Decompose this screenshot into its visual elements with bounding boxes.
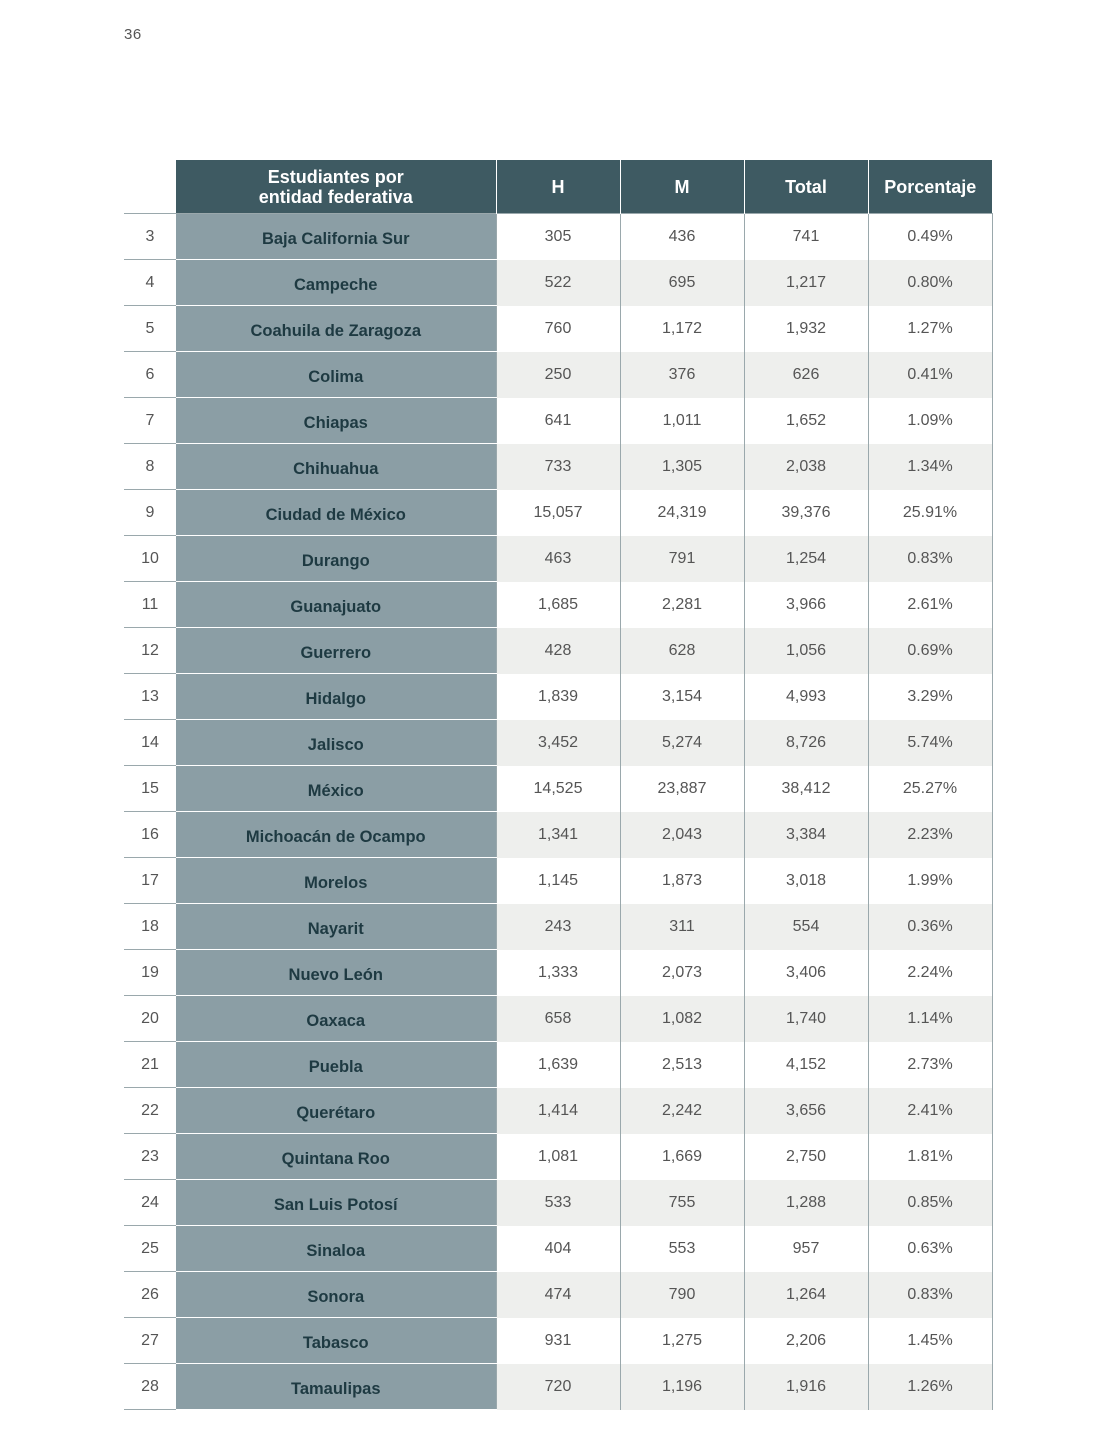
row-m-value: 1,011 xyxy=(620,398,744,444)
row-m-value: 628 xyxy=(620,628,744,674)
row-index: 10 xyxy=(124,536,176,582)
row-percent-value: 0.85% xyxy=(868,1180,992,1226)
row-total-value: 8,726 xyxy=(744,720,868,766)
h-column-header: H xyxy=(496,160,620,214)
table-row xyxy=(124,1088,992,1134)
row-percent-value: 25.91% xyxy=(868,490,992,536)
table-row xyxy=(124,1318,992,1364)
table-row xyxy=(124,1134,992,1180)
row-entity-name: Oaxaca xyxy=(176,996,496,1042)
row-h-value: 1,341 xyxy=(496,812,620,858)
row-h-value: 1,685 xyxy=(496,582,620,628)
row-total-value: 1,916 xyxy=(744,1364,868,1410)
row-h-value: 658 xyxy=(496,996,620,1042)
row-entity-name: Nuevo León xyxy=(176,950,496,996)
table-row xyxy=(124,1042,992,1088)
row-h-value: 474 xyxy=(496,1272,620,1318)
row-h-value: 14,525 xyxy=(496,766,620,812)
row-entity-name: Colima xyxy=(176,352,496,398)
row-m-value: 1,172 xyxy=(620,306,744,352)
row-total-value: 741 xyxy=(744,214,868,260)
students-by-state-table xyxy=(124,160,993,1410)
row-total-value: 1,288 xyxy=(744,1180,868,1226)
row-m-value: 1,082 xyxy=(620,996,744,1042)
row-percent-value: 1.27% xyxy=(868,306,992,352)
row-percent-value: 0.83% xyxy=(868,536,992,582)
row-entity-name: Tabasco xyxy=(176,1318,496,1364)
row-index: 14 xyxy=(124,720,176,766)
row-percent-value: 0.83% xyxy=(868,1272,992,1318)
row-entity-name: Sinaloa xyxy=(176,1226,496,1272)
table-row xyxy=(124,1226,992,1272)
row-h-value: 404 xyxy=(496,1226,620,1272)
row-total-value: 554 xyxy=(744,904,868,950)
row-h-value: 641 xyxy=(496,398,620,444)
row-index: 25 xyxy=(124,1226,176,1272)
row-h-value: 250 xyxy=(496,352,620,398)
row-entity-name: Tamaulipas xyxy=(176,1364,496,1410)
table-row xyxy=(124,812,992,858)
row-percent-value: 5.74% xyxy=(868,720,992,766)
table-row xyxy=(124,720,992,766)
entity-column-header xyxy=(176,160,496,214)
row-total-value: 3,966 xyxy=(744,582,868,628)
row-index: 12 xyxy=(124,628,176,674)
row-entity-name: Puebla xyxy=(176,1042,496,1088)
row-percent-value: 1.26% xyxy=(868,1364,992,1410)
row-percent-value: 2.23% xyxy=(868,812,992,858)
row-entity-name: Durango xyxy=(176,536,496,582)
row-index: 15 xyxy=(124,766,176,812)
row-percent-value: 25.27% xyxy=(868,766,992,812)
row-m-value: 1,669 xyxy=(620,1134,744,1180)
entity-header-line1: Estudiantes por xyxy=(267,166,404,187)
row-m-value: 1,275 xyxy=(620,1318,744,1364)
row-total-value: 3,406 xyxy=(744,950,868,996)
row-percent-value: 2.24% xyxy=(868,950,992,996)
row-index: 9 xyxy=(124,490,176,536)
row-total-value: 2,206 xyxy=(744,1318,868,1364)
row-entity-name: Baja California Sur xyxy=(176,214,496,260)
row-h-value: 733 xyxy=(496,444,620,490)
row-index: 28 xyxy=(124,1364,176,1410)
table-row xyxy=(124,674,992,720)
row-m-value: 23,887 xyxy=(620,766,744,812)
row-m-value: 3,154 xyxy=(620,674,744,720)
row-percent-value: 0.49% xyxy=(868,214,992,260)
row-m-value: 24,319 xyxy=(620,490,744,536)
row-percent-value: 1.34% xyxy=(868,444,992,490)
row-h-value: 1,414 xyxy=(496,1088,620,1134)
row-m-value: 790 xyxy=(620,1272,744,1318)
row-entity-name: Nayarit xyxy=(176,904,496,950)
row-total-value: 1,217 xyxy=(744,260,868,306)
row-index: 19 xyxy=(124,950,176,996)
table-header-row xyxy=(124,160,992,214)
row-index: 18 xyxy=(124,904,176,950)
table-row xyxy=(124,352,992,398)
row-total-value: 3,384 xyxy=(744,812,868,858)
row-index: 17 xyxy=(124,858,176,904)
row-m-value: 2,281 xyxy=(620,582,744,628)
row-index: 5 xyxy=(124,306,176,352)
row-percent-value: 1.14% xyxy=(868,996,992,1042)
row-percent-value: 1.81% xyxy=(868,1134,992,1180)
row-percent-value: 0.80% xyxy=(868,260,992,306)
row-percent-value: 3.29% xyxy=(868,674,992,720)
row-m-value: 1,305 xyxy=(620,444,744,490)
row-percent-value: 0.69% xyxy=(868,628,992,674)
row-m-value: 755 xyxy=(620,1180,744,1226)
row-index: 21 xyxy=(124,1042,176,1088)
table-row xyxy=(124,260,992,306)
row-h-value: 3,452 xyxy=(496,720,620,766)
entity-header-line2: entidad federativa xyxy=(258,186,413,207)
row-m-value: 1,196 xyxy=(620,1364,744,1410)
row-percent-value: 1.09% xyxy=(868,398,992,444)
page-number: 36 xyxy=(124,26,142,43)
table-row xyxy=(124,398,992,444)
row-m-value: 2,043 xyxy=(620,812,744,858)
row-percent-value: 1.45% xyxy=(868,1318,992,1364)
row-percent-value: 0.36% xyxy=(868,904,992,950)
row-entity-name: Ciudad de México xyxy=(176,490,496,536)
table-row xyxy=(124,582,992,628)
row-index: 11 xyxy=(124,582,176,628)
table-row xyxy=(124,490,992,536)
row-total-value: 626 xyxy=(744,352,868,398)
row-h-value: 1,333 xyxy=(496,950,620,996)
row-entity-name: Sonora xyxy=(176,1272,496,1318)
row-total-value: 4,993 xyxy=(744,674,868,720)
row-entity-name: Morelos xyxy=(176,858,496,904)
row-entity-name: México xyxy=(176,766,496,812)
row-h-value: 15,057 xyxy=(496,490,620,536)
percent-column-header: Porcentaje xyxy=(868,160,992,214)
table-row xyxy=(124,904,992,950)
row-entity-name: Chihuahua xyxy=(176,444,496,490)
row-index: 6 xyxy=(124,352,176,398)
row-percent-value: 1.99% xyxy=(868,858,992,904)
row-index: 16 xyxy=(124,812,176,858)
row-m-value: 2,513 xyxy=(620,1042,744,1088)
table-row xyxy=(124,536,992,582)
row-index: 13 xyxy=(124,674,176,720)
row-percent-value: 2.61% xyxy=(868,582,992,628)
table-row xyxy=(124,950,992,996)
row-entity-name: Querétaro xyxy=(176,1088,496,1134)
row-total-value: 38,412 xyxy=(744,766,868,812)
row-percent-value: 0.63% xyxy=(868,1226,992,1272)
total-column-header: Total xyxy=(744,160,868,214)
row-index: 20 xyxy=(124,996,176,1042)
row-percent-value: 2.73% xyxy=(868,1042,992,1088)
row-h-value: 931 xyxy=(496,1318,620,1364)
row-total-value: 1,740 xyxy=(744,996,868,1042)
row-h-value: 428 xyxy=(496,628,620,674)
row-percent-value: 2.41% xyxy=(868,1088,992,1134)
row-m-value: 695 xyxy=(620,260,744,306)
row-total-value: 3,656 xyxy=(744,1088,868,1134)
row-h-value: 243 xyxy=(496,904,620,950)
row-entity-name: San Luis Potosí xyxy=(176,1180,496,1226)
row-total-value: 1,652 xyxy=(744,398,868,444)
row-total-value: 3,018 xyxy=(744,858,868,904)
row-h-value: 1,839 xyxy=(496,674,620,720)
table-row xyxy=(124,996,992,1042)
row-h-value: 1,639 xyxy=(496,1042,620,1088)
row-total-value: 957 xyxy=(744,1226,868,1272)
row-m-value: 791 xyxy=(620,536,744,582)
table-row xyxy=(124,766,992,812)
row-m-value: 436 xyxy=(620,214,744,260)
table-row xyxy=(124,1272,992,1318)
table-row xyxy=(124,306,992,352)
row-total-value: 39,376 xyxy=(744,490,868,536)
row-h-value: 760 xyxy=(496,306,620,352)
row-total-value: 2,038 xyxy=(744,444,868,490)
row-entity-name: Michoacán de Ocampo xyxy=(176,812,496,858)
table-row xyxy=(124,1364,992,1410)
row-total-value: 4,152 xyxy=(744,1042,868,1088)
row-m-value: 376 xyxy=(620,352,744,398)
index-column-header xyxy=(124,160,176,214)
row-m-value: 5,274 xyxy=(620,720,744,766)
row-index: 22 xyxy=(124,1088,176,1134)
row-m-value: 2,073 xyxy=(620,950,744,996)
row-index: 27 xyxy=(124,1318,176,1364)
row-entity-name: Guanajuato xyxy=(176,582,496,628)
row-index: 3 xyxy=(124,214,176,260)
row-h-value: 522 xyxy=(496,260,620,306)
row-total-value: 1,264 xyxy=(744,1272,868,1318)
row-total-value: 1,932 xyxy=(744,306,868,352)
table-row xyxy=(124,858,992,904)
row-index: 7 xyxy=(124,398,176,444)
row-entity-name: Campeche xyxy=(176,260,496,306)
table-body xyxy=(124,214,992,1410)
row-entity-name: Jalisco xyxy=(176,720,496,766)
table-row xyxy=(124,1180,992,1226)
row-h-value: 1,081 xyxy=(496,1134,620,1180)
m-column-header: M xyxy=(620,160,744,214)
row-entity-name: Chiapas xyxy=(176,398,496,444)
row-index: 4 xyxy=(124,260,176,306)
row-entity-name: Quintana Roo xyxy=(176,1134,496,1180)
table-row xyxy=(124,628,992,674)
row-index: 26 xyxy=(124,1272,176,1318)
row-m-value: 311 xyxy=(620,904,744,950)
table-row xyxy=(124,214,992,260)
row-total-value: 1,254 xyxy=(744,536,868,582)
row-h-value: 463 xyxy=(496,536,620,582)
row-entity-name: Coahuila de Zaragoza xyxy=(176,306,496,352)
row-index: 24 xyxy=(124,1180,176,1226)
row-total-value: 2,750 xyxy=(744,1134,868,1180)
row-entity-name: Guerrero xyxy=(176,628,496,674)
row-percent-value: 0.41% xyxy=(868,352,992,398)
row-h-value: 533 xyxy=(496,1180,620,1226)
row-m-value: 1,873 xyxy=(620,858,744,904)
row-m-value: 553 xyxy=(620,1226,744,1272)
row-index: 23 xyxy=(124,1134,176,1180)
row-h-value: 1,145 xyxy=(496,858,620,904)
row-total-value: 1,056 xyxy=(744,628,868,674)
row-m-value: 2,242 xyxy=(620,1088,744,1134)
row-entity-name: Hidalgo xyxy=(176,674,496,720)
table-row xyxy=(124,444,992,490)
row-h-value: 720 xyxy=(496,1364,620,1410)
row-h-value: 305 xyxy=(496,214,620,260)
row-index: 8 xyxy=(124,444,176,490)
